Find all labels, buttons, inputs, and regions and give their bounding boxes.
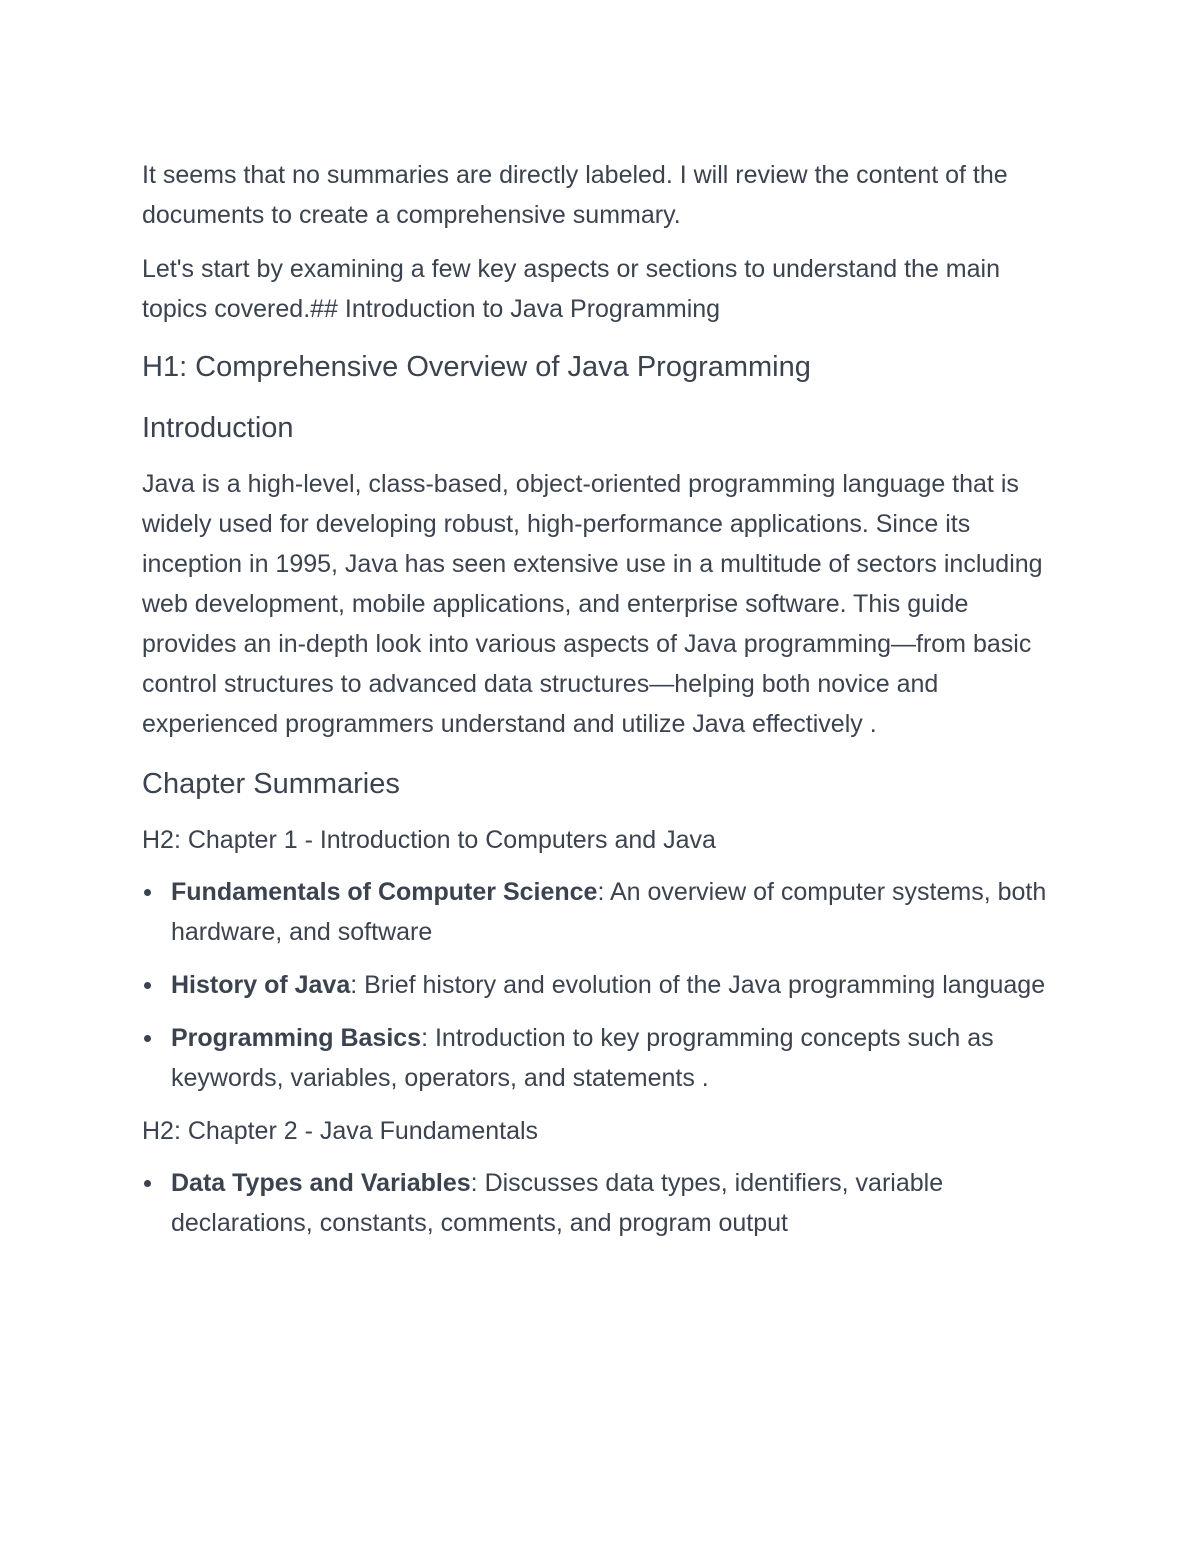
- list-item-term: Programming Basics: [171, 1024, 422, 1052]
- document-title: H1: Comprehensive Overview of Java Programming: [142, 351, 811, 383]
- list-item-term: Data Types and Variables: [171, 1169, 471, 1197]
- bullet-icon: [144, 889, 151, 896]
- list-item-term: History of Java: [171, 971, 351, 999]
- list-item: [142, 965, 1062, 1005]
- chapter-1-list: [142, 872, 1062, 1098]
- intro-paragraph: Let's start by examining a few key aspects or sections to understand the main topics covered.## Introduction to Java Programming: [142, 255, 1000, 323]
- chapter-summaries-heading: Chapter Summaries: [142, 768, 400, 800]
- bullet-icon: [144, 1035, 151, 1042]
- list-item: [142, 1163, 1062, 1243]
- list-item-text: : Discusses data types, identifiers, variable declarations, constants, comments, and program output: [171, 1169, 944, 1237]
- chapter-2-list: [142, 1163, 1062, 1243]
- list-item-term: Fundamentals of Computer Science: [171, 878, 598, 906]
- chapter-heading: H2: Chapter 2 - Java Fundamentals: [142, 1117, 539, 1145]
- list-item-text: : Brief history and evolution of the Java programming language: [350, 971, 1046, 999]
- list-item-text: : An overview of computer systems, both hardware, and software: [171, 878, 1047, 946]
- list-item: [142, 872, 1062, 952]
- list-item-text: : Introduction to key programming concepts such as keywords, variables, operators, and statements .: [171, 1024, 994, 1092]
- introduction-body: Java is a high-level, class-based, object-oriented programming language that is widely used for developing robust, high-performance applications. Since its inception in 1995, Java has seen extensive use in a multitude of sectors including web development, mobile applications, and enterprise software. This guide provides an in-depth look into various aspects of Java programming—from basic control structures to advanced data structures—helping both novice and experienced programmers understand and utilize Java effectively .: [142, 470, 1043, 738]
- intro-paragraph: It seems that no summaries are directly labeled. I will review the content of the documents to create a comprehensive summary.: [142, 161, 1008, 229]
- bullet-icon: [144, 1180, 151, 1187]
- list-item: [142, 1018, 1062, 1098]
- document-page: [142, 155, 1062, 1256]
- bullet-icon: [144, 982, 151, 989]
- introduction-heading: Introduction: [142, 412, 294, 444]
- chapter-heading: H2: Chapter 1 - Introduction to Computers and Java: [142, 826, 716, 854]
